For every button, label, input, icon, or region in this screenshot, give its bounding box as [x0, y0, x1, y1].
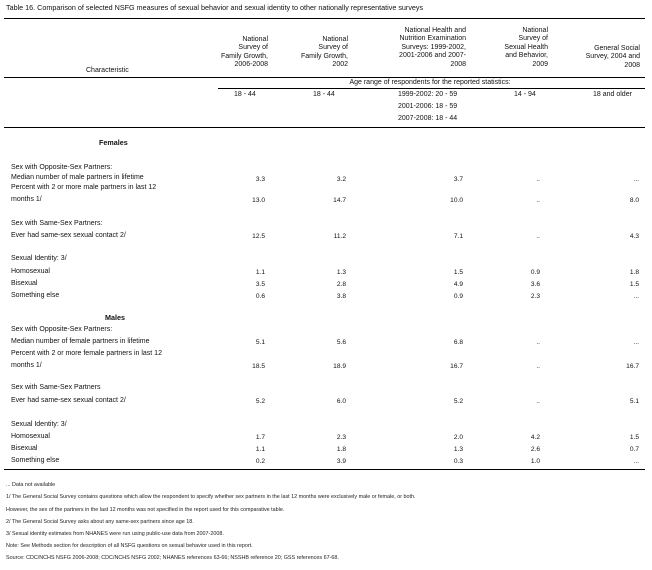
m-median-value-col2: 5.6	[336, 339, 346, 346]
f-bi-value-col5: 1.5	[629, 281, 639, 288]
f-else-value-col2: 3.8	[336, 293, 346, 300]
f-same-heading: Sex with Same-Sex Partners:	[11, 220, 103, 227]
m-ever-label: Ever had same-sex sexual contact 2/	[11, 397, 126, 404]
f-homo-value-col2: 1.3	[336, 269, 346, 276]
col-header-nsshb: National Survey of Sexual Health and Behavior, 2009	[504, 27, 548, 68]
m-bi-label: Bisexual	[11, 445, 38, 452]
m-median-value-col3: 6.8	[453, 339, 463, 346]
f-homo-value-col1: 1.1	[255, 269, 265, 276]
f-else-value-col3: 0.9	[453, 293, 463, 300]
m-median-label: Median number of female partners in lifetime	[11, 338, 150, 345]
m-median-value-col1: 5.1	[255, 339, 265, 346]
m-bi-value-col4: 2.6	[530, 446, 540, 453]
footnote-3: 3/ Sexual identity estimates from NHANES were run using public-use data from 2007-2008.	[6, 531, 224, 537]
m-opp-heading: Sex with Opposite-Sex Partners:	[11, 326, 113, 333]
f-bi-value-col2: 2.8	[336, 281, 346, 288]
bottom-rule	[4, 469, 645, 470]
m-bi-value-col3: 1.3	[453, 446, 463, 453]
footnote-1-cont: However, the sex of the partners in the last 12 months was not specified in the report used for this comparative table.	[6, 507, 285, 513]
m-ever-value-col3: 5.2	[453, 398, 463, 405]
footnote-source: Source: CDC/NCHS NSFG 2006-2008; CDC/NCHS NSFG 2002; NHANES references 63-66; NSSHB reference 20; GSS references 67-68.	[6, 555, 339, 561]
m-pct2-value-col3: 16.7	[450, 363, 463, 370]
m-ever-value-col5: 5.1	[629, 398, 639, 405]
m-homo-value-col5: 1.5	[629, 434, 639, 441]
f-homo-label: Homosexual	[11, 268, 50, 275]
col-header-nsfg-2002: National Survey of Family Growth, 2002	[300, 36, 348, 69]
footnote-1: 1/ The General Social Survey contains questions which allow the respondent to specify whether sex partners in the last 12 months were exclusively male or female, or both.	[6, 494, 416, 500]
top-rule	[4, 18, 645, 19]
m-ever-value-col2: 6.0	[336, 398, 346, 405]
age-range-rule	[218, 88, 645, 89]
m-pct2-value-col2: 18.9	[333, 363, 346, 370]
m-median-value-col4: ..	[536, 339, 540, 346]
m-ever-value-col1: 5.2	[255, 398, 265, 405]
f-opp-heading: Sex with Opposite-Sex Partners:	[11, 164, 113, 171]
f-median-value-col3: 3.7	[453, 176, 463, 183]
col-header-characteristic: Characteristic	[86, 67, 129, 74]
f-ever-value-col5: 4.3	[629, 233, 639, 240]
m-homo-value-col4: 4.2	[530, 434, 540, 441]
f-ever-value-col3: 7.1	[453, 233, 463, 240]
f-ever-label: Ever had same-sex sexual contact 2/	[11, 232, 126, 239]
age-range-c3-1: 1999-2002: 20 - 59	[398, 91, 458, 98]
f-homo-value-col5: 1.8	[629, 269, 639, 276]
m-else-label: Something else	[11, 457, 60, 464]
body-rule	[4, 127, 645, 128]
f-homo-value-col3: 1.5	[453, 269, 463, 276]
m-pct2-value-col1: 18.5	[252, 363, 265, 370]
m-bi-value-col1: 1.1	[255, 446, 265, 453]
age-range-c4: 14 - 94	[514, 91, 536, 98]
f-ever-value-col4: ..	[536, 233, 540, 240]
m-pct2-value-col5: 16.7	[626, 363, 639, 370]
f-median-value-col1: 3.3	[255, 176, 265, 183]
footnote-note: Note: See Methods section for description of all NSFG questions on sexual behavior used in this report.	[6, 543, 253, 549]
f-pct2-label-1: Percent with 2 or more male partners in last 12	[11, 184, 157, 191]
m-else-value-col3: 0.3	[453, 458, 463, 465]
age-range-c2: 18 - 44	[313, 91, 335, 98]
f-pct2-value-col5: 8.0	[629, 197, 639, 204]
f-pct2-value-col3: 10.0	[450, 197, 463, 204]
m-pct2-label-2: months 1/	[11, 362, 42, 369]
f-bi-value-col1: 3.5	[255, 281, 265, 288]
section-males: Males	[105, 313, 125, 322]
m-pct2-value-col4: ..	[536, 363, 540, 370]
f-bi-value-col3: 4.9	[453, 281, 463, 288]
footnote-2: 2/ The General Social Survey asks about any same-sex partners since age 18.	[6, 519, 194, 525]
m-identity-heading: Sexual Identity: 3/	[11, 421, 67, 428]
section-females: Females	[99, 138, 128, 147]
f-ever-value-col1: 12.5	[252, 233, 265, 240]
f-pct2-value-col1: 13.0	[252, 197, 265, 204]
age-range-c3-2: 2001-2006: 18 - 59	[398, 103, 458, 110]
m-ever-value-col4: ..	[536, 398, 540, 405]
f-pct2-value-col4: ..	[536, 197, 540, 204]
table-title: Table 16. Comparison of selected NSFG measures of sexual behavior and sexual identity to other nationally representative surveys	[6, 3, 424, 12]
f-pct2-label-2: months 1/	[11, 196, 42, 203]
footnote-na: ... Data not available	[6, 482, 56, 488]
age-range-c1: 18 - 44	[234, 91, 256, 98]
f-median-value-col2: 3.2	[336, 176, 346, 183]
m-same-heading: Sex with Same-Sex Partners	[11, 384, 101, 391]
f-ever-value-col2: 11.2	[333, 233, 346, 240]
age-range-heading: Age range of respondents for the reported statistics:	[349, 79, 511, 86]
f-median-label: Median number of male partners in lifetime	[11, 174, 144, 181]
m-median-value-col5: ...	[633, 339, 639, 346]
age-range-c5: 18 and older	[593, 91, 632, 98]
header-rule	[4, 77, 645, 78]
m-bi-value-col2: 1.8	[336, 446, 346, 453]
f-bi-value-col4: 3.6	[530, 281, 540, 288]
m-pct2-label-1: Percent with 2 or more female partners in last 12	[11, 350, 162, 357]
f-else-value-col1: 0.6	[255, 293, 265, 300]
col-header-nsfg-2006: National Survey of Family Growth, 2006-2008	[220, 36, 268, 69]
f-median-value-col4: ..	[536, 176, 540, 183]
m-else-value-col4: 1.0	[530, 458, 540, 465]
f-identity-heading: Sexual Identity: 3/	[11, 255, 67, 262]
f-bi-label: Bisexual	[11, 280, 38, 287]
f-else-label: Something else	[11, 292, 60, 299]
f-pct2-value-col2: 14.7	[333, 197, 346, 204]
m-homo-value-col2: 2.3	[336, 434, 346, 441]
m-else-value-col2: 3.9	[336, 458, 346, 465]
col-header-gss: General Social Survey, 2004 and 2008	[585, 45, 640, 69]
col-header-nhanes: National Health and Nutrition Examination Surveys: 1999-2002, 2001-2006 and 2007- 2008	[399, 27, 466, 68]
m-homo-label: Homosexual	[11, 433, 50, 440]
f-else-value-col5: ...	[633, 293, 639, 300]
age-range-c3-3: 2007-2008: 18 - 44	[398, 115, 458, 122]
m-homo-value-col1: 1.7	[255, 434, 265, 441]
m-homo-value-col3: 2.0	[453, 434, 463, 441]
m-else-value-col5: ...	[633, 458, 639, 465]
m-else-value-col1: 0.2	[255, 458, 265, 465]
m-bi-value-col5: 0.7	[629, 446, 639, 453]
f-median-value-col5: ...	[633, 176, 639, 183]
f-else-value-col4: 2.3	[530, 293, 540, 300]
f-homo-value-col4: 0.9	[530, 269, 540, 276]
